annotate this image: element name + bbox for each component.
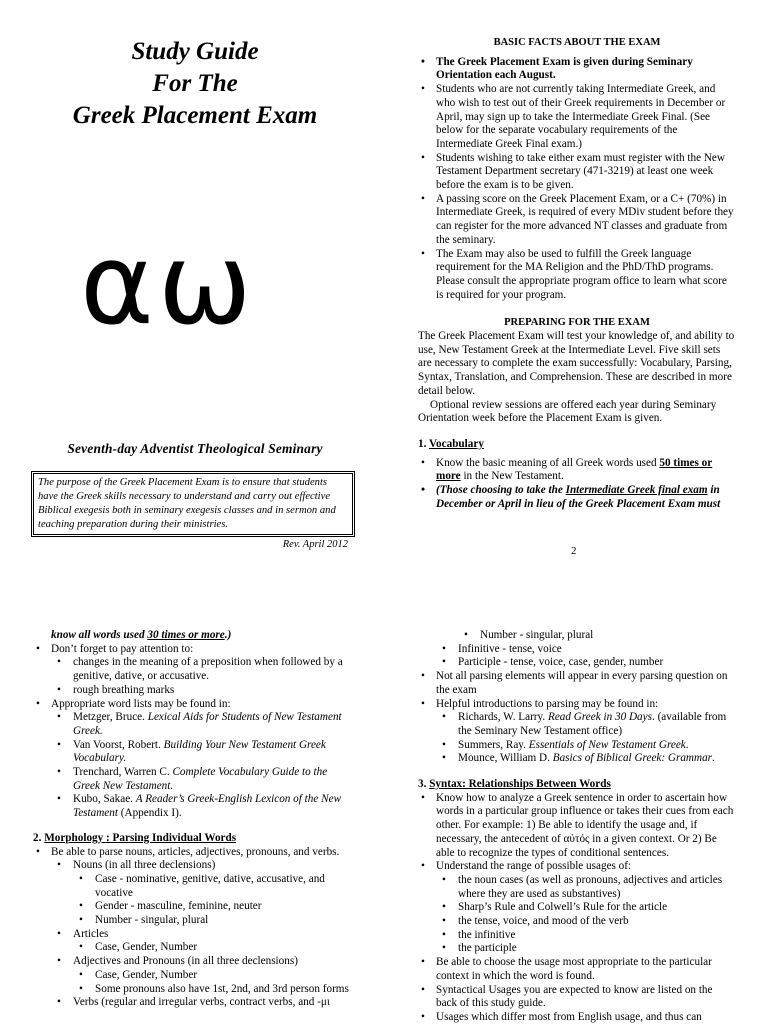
list-item: • Van Voorst, Robert. Building Your New Testament Greek Vocabulary.: [57, 738, 326, 765]
list-item: • Number - singular, plural: [79, 914, 209, 927]
page3-column: [33, 629, 351, 1024]
list-item: • A passing score on the Greek Placement Exam, or a C+ (70%) in Intermediate Greek, is required of every MDiv student before they can register for the more advanced NT classes and graduate from the seminary.: [421, 192, 734, 246]
vocab-notes-list: [33, 643, 351, 821]
list-item: • Some pronouns also have 1st, 2nd, and 3rd person forms: [79, 982, 349, 995]
list-item: • changes in the meaning of a preposition when followed by a genitive, dative, or accusative.: [57, 656, 343, 683]
list-item: • the participle: [442, 942, 517, 955]
section-heading-syntax: 3. Syntax: Relationships Between Words: [418, 778, 611, 791]
list-item: • Number - singular, plural: [464, 629, 594, 641]
list-item: • Case, Gender, Number: [79, 968, 198, 981]
preparing-paragraph: The Greek Placement Exam will test your knowledge of, and ability to use, New Testament Greek at the Intermediate Level. Five skill sets are necessary to complete the exam successfully: Vocabulary, Parsing, Syntax, Translation, and Comprehension. These are described in more detail below.: [418, 330, 735, 397]
preparing-heading: PREPARING FOR THE EXAM: [504, 317, 650, 329]
section-heading-vocabulary: 1. Vocabulary: [418, 437, 484, 450]
list-item: • the noun cases (as well as pronouns, adjectives and articles where they are used as substantives): [442, 873, 723, 900]
list-item: • Summers, Ray. Essentials of New Testament Greek.: [442, 738, 689, 751]
list-item: • Richards, W. Larry. Read Greek in 30 Days. (available from the Seminary New Testament office): [442, 711, 727, 737]
morphology-list: [33, 846, 351, 1010]
list-item: • Students wishing to take either exam must register with the New Testament Department secretary (471-3219) at least one week before the exam is to be given.: [421, 151, 725, 192]
list-item: • the infinitive: [442, 928, 516, 941]
purpose-text: The purpose of the Greek Placement Exam is to ensure that students have the Greek skills necessary to understand and carry out effective Biblical exegesis both in seminary exegesis classes and in sermon and teaching preparation during their ministries.: [38, 477, 336, 530]
list-item: • Students who are not currently taking Intermediate Greek, and who wish to test out of their Greek requirements in December or April, may sign up to take the Intermediate Greek Final. (See below for the separate vocabulary requirements of the Intermediate Greek Final exam.): [421, 83, 726, 150]
list-item: • Appropriate word lists may be found in:: [36, 697, 231, 710]
basic-facts-list: [418, 56, 736, 303]
list-item: • Understand the range of possible usages of:: [421, 860, 632, 873]
list-item: • Articles: [57, 927, 109, 940]
list-item: • (Those choosing to take the Intermediate Greek final exam in December or April in lieu of the Greek Placement Exam must: [421, 484, 721, 510]
list-item: • Verbs (regular and irregular verbs, contract verbs, and -μι: [57, 996, 330, 1009]
list-item: • Kubo, Sakae. A Reader’s Greek-English Lexicon of the New Testament (Appendix I).: [57, 793, 342, 820]
vocabulary-list: [418, 457, 736, 512]
list-item: • Be able to choose the usage most appropriate to the particular context in which the word is found.: [421, 956, 712, 982]
institution-name: Seventh-day Adventist Theological Seminary: [67, 441, 323, 456]
list-item: • Usages which differ most from English usage, and thus can: [421, 1010, 702, 1023]
page4-column: [418, 629, 736, 1024]
revision-date: Rev. April 2012: [282, 539, 348, 550]
list-item: • The Greek Placement Exam is given during Seminary Orientation each August.: [421, 55, 693, 82]
parsing-list: [418, 629, 736, 766]
syntax-list: [418, 792, 736, 1024]
list-item: • Don’t forget to pay attention to:: [36, 642, 194, 655]
list-item: • Trenchard, Warren C. Complete Vocabulary Guide to the Greek New Testament.: [57, 766, 328, 792]
page2-column: [418, 36, 736, 512]
section-heading-morphology: 2. Morphology : Parsing Individual Words: [33, 831, 237, 844]
list-item: • Case - nominative, genitive, dative, accusative, and vocative: [79, 872, 325, 899]
cover-title: [40, 36, 350, 132]
page-number: 2: [571, 545, 577, 557]
list-item: • Case, Gender, Number: [79, 941, 198, 954]
list-item: • Nouns (in all three declensions): [57, 859, 216, 872]
list-item: • Participle - tense, voice, case, gender, number: [442, 656, 664, 669]
list-item: • Helpful introductions to parsing may be found in:: [421, 697, 659, 710]
list-item: • Mounce, William D. Basics of Biblical Greek: Grammar.: [442, 752, 715, 765]
list-item: • Know the basic meaning of all Greek words used 50 times or more in the New Testament.: [421, 456, 713, 483]
list-item: • rough breathing marks: [57, 683, 175, 696]
title-line: Study Guide: [131, 38, 259, 65]
purpose-box: [33, 473, 353, 535]
list-item: • The Exam may also be used to fulfill the Greek language requirement for the MA Religion and the PhD/ThD programs. Please consult the appropriate program office to learn what score is required for your program.: [421, 247, 727, 301]
list-item: • the tense, voice, and mood of the verb: [442, 915, 629, 928]
list-item: • Not all parsing elements will appear in every parsing question on the exam: [421, 670, 728, 696]
title-line: For The: [152, 70, 238, 97]
list-item: • Know how to analyze a Greek sentence in order to ascertain how words in a particular group influence or takes their cues from each other. For example: 1) Be able to identify the usage and, if necessary, the antecedent of αὐτός in a given context. Or 2) Be able to recognize the types of conditional sentences.: [421, 791, 734, 859]
preparing-paragraph: Optional review sessions are offered each year during Seminary Orientation week before the Placement Exam is given.: [418, 398, 717, 425]
list-item: • Metzger, Bruce. Lexical Aids for Students of New Testament Greek.: [57, 711, 342, 737]
list-item: • Gender - masculine, feminine, neuter: [79, 900, 262, 913]
list-item: • Infinitive - tense, voice: [442, 642, 562, 655]
vocab-continued: know all words used 30 times or more.): [51, 629, 232, 641]
list-item: • Adjectives and Pronouns (in all three declensions): [57, 955, 298, 968]
list-item: • Be able to parse nouns, articles, adjectives, pronouns, and verbs.: [36, 845, 340, 858]
title-line: Greek Placement Exam: [72, 102, 318, 129]
alpha-omega-emblem: αω: [80, 220, 256, 350]
list-item: • Sharp’s Rule and Colwell’s Rule for the article: [442, 901, 668, 914]
list-item: • Syntactical Usages you are expected to know are listed on the back of this study guide.: [421, 983, 713, 1010]
basic-facts-heading: BASIC FACTS ABOUT THE EXAM: [493, 37, 661, 48]
